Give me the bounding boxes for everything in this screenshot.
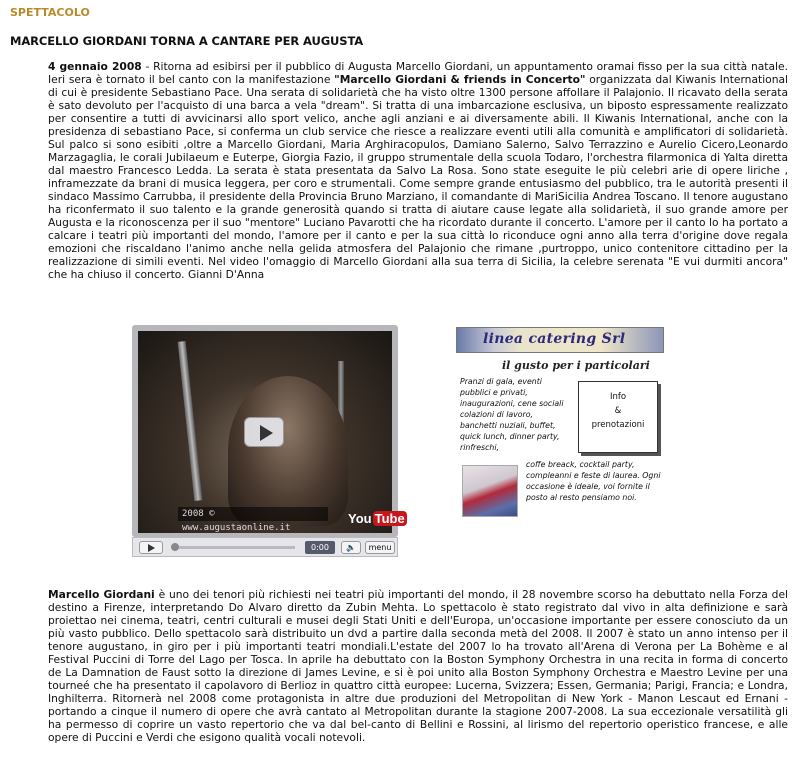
- time-display: 0:00: [305, 541, 335, 554]
- video-url-overlay: 2008 © www.augustaonline.it: [178, 507, 328, 521]
- event-name: "Marcello Giordani & friends in Concerto": [334, 73, 586, 86]
- seek-handle[interactable]: [171, 543, 179, 551]
- singer-figure: [228, 376, 348, 526]
- video-screen[interactable]: [138, 331, 405, 533]
- play-button[interactable]: [139, 541, 163, 554]
- article-paragraph-2: [48, 588, 788, 744]
- play-overlay-button[interactable]: [244, 417, 284, 447]
- ad-tagline: il gusto per i particolari: [502, 359, 650, 372]
- video-controls: [132, 537, 398, 557]
- ad-banner: [456, 327, 664, 353]
- article-paragraph-1: [48, 60, 788, 281]
- article-headline: MARCELLO GIORDANI TORNA A CANTARE PER AUGUSTA: [10, 34, 364, 48]
- info-reservations: prenotazioni: [591, 420, 645, 430]
- info-amp: &: [614, 406, 622, 416]
- video-frame: [132, 325, 405, 537]
- info-label: Info: [609, 392, 627, 402]
- ad-services-list: Pranzi di gala, eventi pubblici e privati, inaugurazioni, cene sociali colazioni di lavoro, banchetti nuziali, buffet, quick lunch, dinner party, rinfreschi,: [460, 377, 564, 452]
- section-label: SPETTACOLO: [10, 6, 90, 19]
- youtube-logo-you: You: [348, 511, 372, 526]
- video-player[interactable]: [132, 325, 405, 557]
- ad-services-list-2: coffe breack, cocktail party, compleanni e feste di laurea. Ogni occasione è ideale, voi fornite il posto al resto pensiamo noi.: [526, 460, 661, 502]
- seek-bar[interactable]: [175, 546, 295, 549]
- info-box[interactable]: [578, 381, 658, 453]
- article-text-2: è uno dei tenori più richiesti nei teatri più importanti del mondo, il 28 novembre scorso ha debuttato nella Forza del destino a Firenze, interpretando Do Alvaro diretto da Zubin Mehta. Lo spettacolo è stato registrato dal vivo in alta definizione e sarà proiettao nei cinema, teatri, centri culturali e musei degli Stati Uniti e dell'Europa, un'occasione importante per essere conosciuto da un più vasto pubblico. Dello spettacolo sarà distribuito un dvd a partire dalla seconda metà del 2008. Il 2007 è stato un anno intenso per il tenore augustano, in giro per i più importanti teatri mondiali.L'estate del 2007 lo ha trovato all'Arena di Verona per La Bohème e al Festival Puccini di Torre del Lago per Tosca. In aprile ha debuttato con la Boston Symphony Orchestra in una recita in forma di concerto de La Damnation de Faust sotto la direzione di James Levine, e si è poi unito alla Boston Symphony Orchestra e Maestro Levine per una tourneé che ha presentato il capolavoro di Berlioz in quattro città europee: Lucerna, Svizzera; Essen, Germania; Parigi, Francia; e Londra, Inghilterra. Ritornerà nel 2008 come protagonista in altre due produzioni del Metropolitan di New York - Manon Lescaut ed Ernani - portando a cinque il numero di opere che avrà cantato al Metropolitan durante la stagione 2007-2008. La sua eccezionale versatilità gli ha permesso di coprire un vasto repertorio che va dal bel-canto di Bellini e Rossini, al lirismo del repertorio operistico francese, e alle opere di Puccini e Verdi che esigono qualità vocali notevoli.: [48, 588, 789, 744]
- ad-brand: linea catering Srl: [483, 331, 626, 347]
- singer-name: Marcello Giordani: [48, 588, 155, 601]
- article-text-1b: organizzata dal Kiwanis International di cui è presidente Sebastiano Pace. Una serata di solidarietà che ha visto oltre 1300 persone affollare il Palajonio. Il ricavato della serata è sato devoluto per l'acquisto di una barca a vela "dream". Si tratta di una imbarcazione esclusiva, un biposto espressamente realizzato per consentire a tutti di avvicinarsi allo sport velico, anche agli anziani e ai diversamente abili. Il Kiwanis International, anche con la presidenza di sebastiano Pace, si conferma un club service che riesce a realizzare eventi utili alla comunità e amplificatori di solidarietà. Sul palco si sono esibiti ,oltre a Marcello Giordani, Maria Arghiracopulos, Damiano Salerno, Salvo Terrazzino e Aurelio Cicero,Leonardo Marzagaglia, le corali Jubilaeum e Euterpe, Giorgia Fazio, il gruppo strumentale della scuola Todaro, l'orchestra filarmonica di Yalta diretta dal maestro Francesco Ledda. La serata è stata presentata da Salvo La Rosa. Sono state eseguite le più celebri arie di opere liriche , inframezzate da brani di musica leggera, per coro e strumentali. Come sempre grande entusiasmo del pubblico, tra le autorità presenti il sindaco Massimo Carrubba, il presidente della Provincia Bruno Marziano, il comandante di MariSicilia Andrea Toscano. Il tenore augustano ha riconfermato il suo talento e la grande generosità quando si tratta di aiutare cause legate alla solidarietà, il suo grande amore per Augusta e la riconoscenza per il suo "mentore" Luciano Pavarotti che ha ricordato durante il concerto. L'amore per il canto lo ha portato a calcare i teatri più importanti del mondo, l'amore per il canto e per la sua città lo riconduce ogni anno alla terra d'origine dove regala emozioni che riscaldano l'animo anche nella gelida atmosfera del Palajonio che rimane ,purtroppo, unico contenitore cittadino per la realizzazione di simili eventi. Nel video l'omaggio di Marcello Giordani alla sua terra di Sicilia, la celebre serenata "E vui durmiti ancora" che ha chiuso il concerto. Gianni D'Anna: [48, 73, 788, 281]
- menu-button[interactable]: menu: [365, 541, 395, 554]
- article-date: 4 gennaio 2008: [48, 60, 142, 73]
- microphone-stand: [178, 341, 203, 501]
- catering-advertisement[interactable]: [456, 327, 664, 535]
- article-text-1a: - Ritorna ad esibirsi per il pubblico di Augusta Marcello Giordani, un appuntamento oramai fisso per la sua città natale. Ieri sera è tornato il bel canto con la manifestazione: [48, 60, 788, 86]
- catering-photo: [462, 465, 518, 517]
- youtube-logo-tube: Tube: [374, 511, 405, 526]
- youtube-logo[interactable]: [348, 511, 407, 526]
- speaker-icon[interactable]: 🔈: [341, 541, 361, 554]
